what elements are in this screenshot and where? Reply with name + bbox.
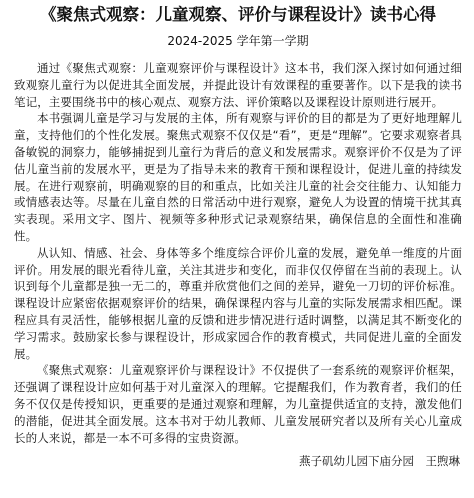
paragraph-conclusion: 《聚焦式观察：儿童观察评价与课程设计》不仅提供了一套系统的观察评价框架，还强调了课程设计应如何基于对儿童深入的理解。它提醒我们，作为教育者，我们的任务不仅仅是传授知识，更重要的是通过观察和理解，为儿童提供适宜的支持，激发他们的潜能，促进其全面发展。这本书对于幼儿教师、儿童发展研究者以及所有关心儿童成长的人来说，都是一本不可多得的宝贵资源。	[14, 363, 462, 445]
paragraph-evaluation: 从认知、情感、社会、身体等多个维度综合评价儿童的发展，避免单一维度的片面评价。用发展的眼光看待儿童，关注其进步和变化，而非仅仅停留在当前的表现上。认识到每个儿童都是独一无二的，尊重并欣赏他们之间的差异，避免一刀切的评价标准。课程设计应紧密依据观察评价的结果，确保课程内容与儿童的实际发展需求相匹配。课程应具有灵活性，能够根据儿童的反馈和进步情况进行适时调整，以满足其不断变化的学习需求。鼓励家长参与课程设计，形成家园合作的教育模式，共同促进儿童的全面发展。	[14, 245, 462, 361]
paragraph-observation: 本书强调儿童是学习与发展的主体，所有观察与评价的目的都是为了更好地理解儿童，支持他们的个性化发展。聚焦式观察不仅仅是“看”，更是“理解”。它要求观察者具备敏锐的洞察力，能够捕捉到儿童行为背后的意义和发展需求。观察评价不仅是为了评估儿童当前的发展水平，更是为了指导未来的教育干预和课程设计，促进儿童的持续发展。在进行观察前，明确观察的目的和重点，比如关注儿童的社会交往能力、认知能力或情感表达等。尽量在儿童自然的日常活动中进行观察，避免人为设置的情境干扰其真实表现。采用文字、图片、视频等多种形式记录观察结果，确保信息的全面性和准确性。	[14, 111, 462, 243]
paragraph-intro: 通过《聚焦式观察：儿童观察评价与课程设计》这本书，我们深入探讨如何通过细致观察儿童行为以促进其全面发展，并提此设计有效课程的重要著作。以下是我的读书笔记，主要围绕书中的核心观点、观察方法、评价策略以及课程设计原则进行展开。	[14, 61, 462, 109]
author-signature: 燕子矶幼儿园下庙分园 王煦琳	[299, 454, 460, 468]
document-body	[14, 60, 462, 446]
document-title: 《聚焦式观察：儿童观察、评价与课程设计》读书心得	[40, 5, 436, 24]
document-subtitle: 2024-2025 学年第一学期	[167, 34, 309, 48]
